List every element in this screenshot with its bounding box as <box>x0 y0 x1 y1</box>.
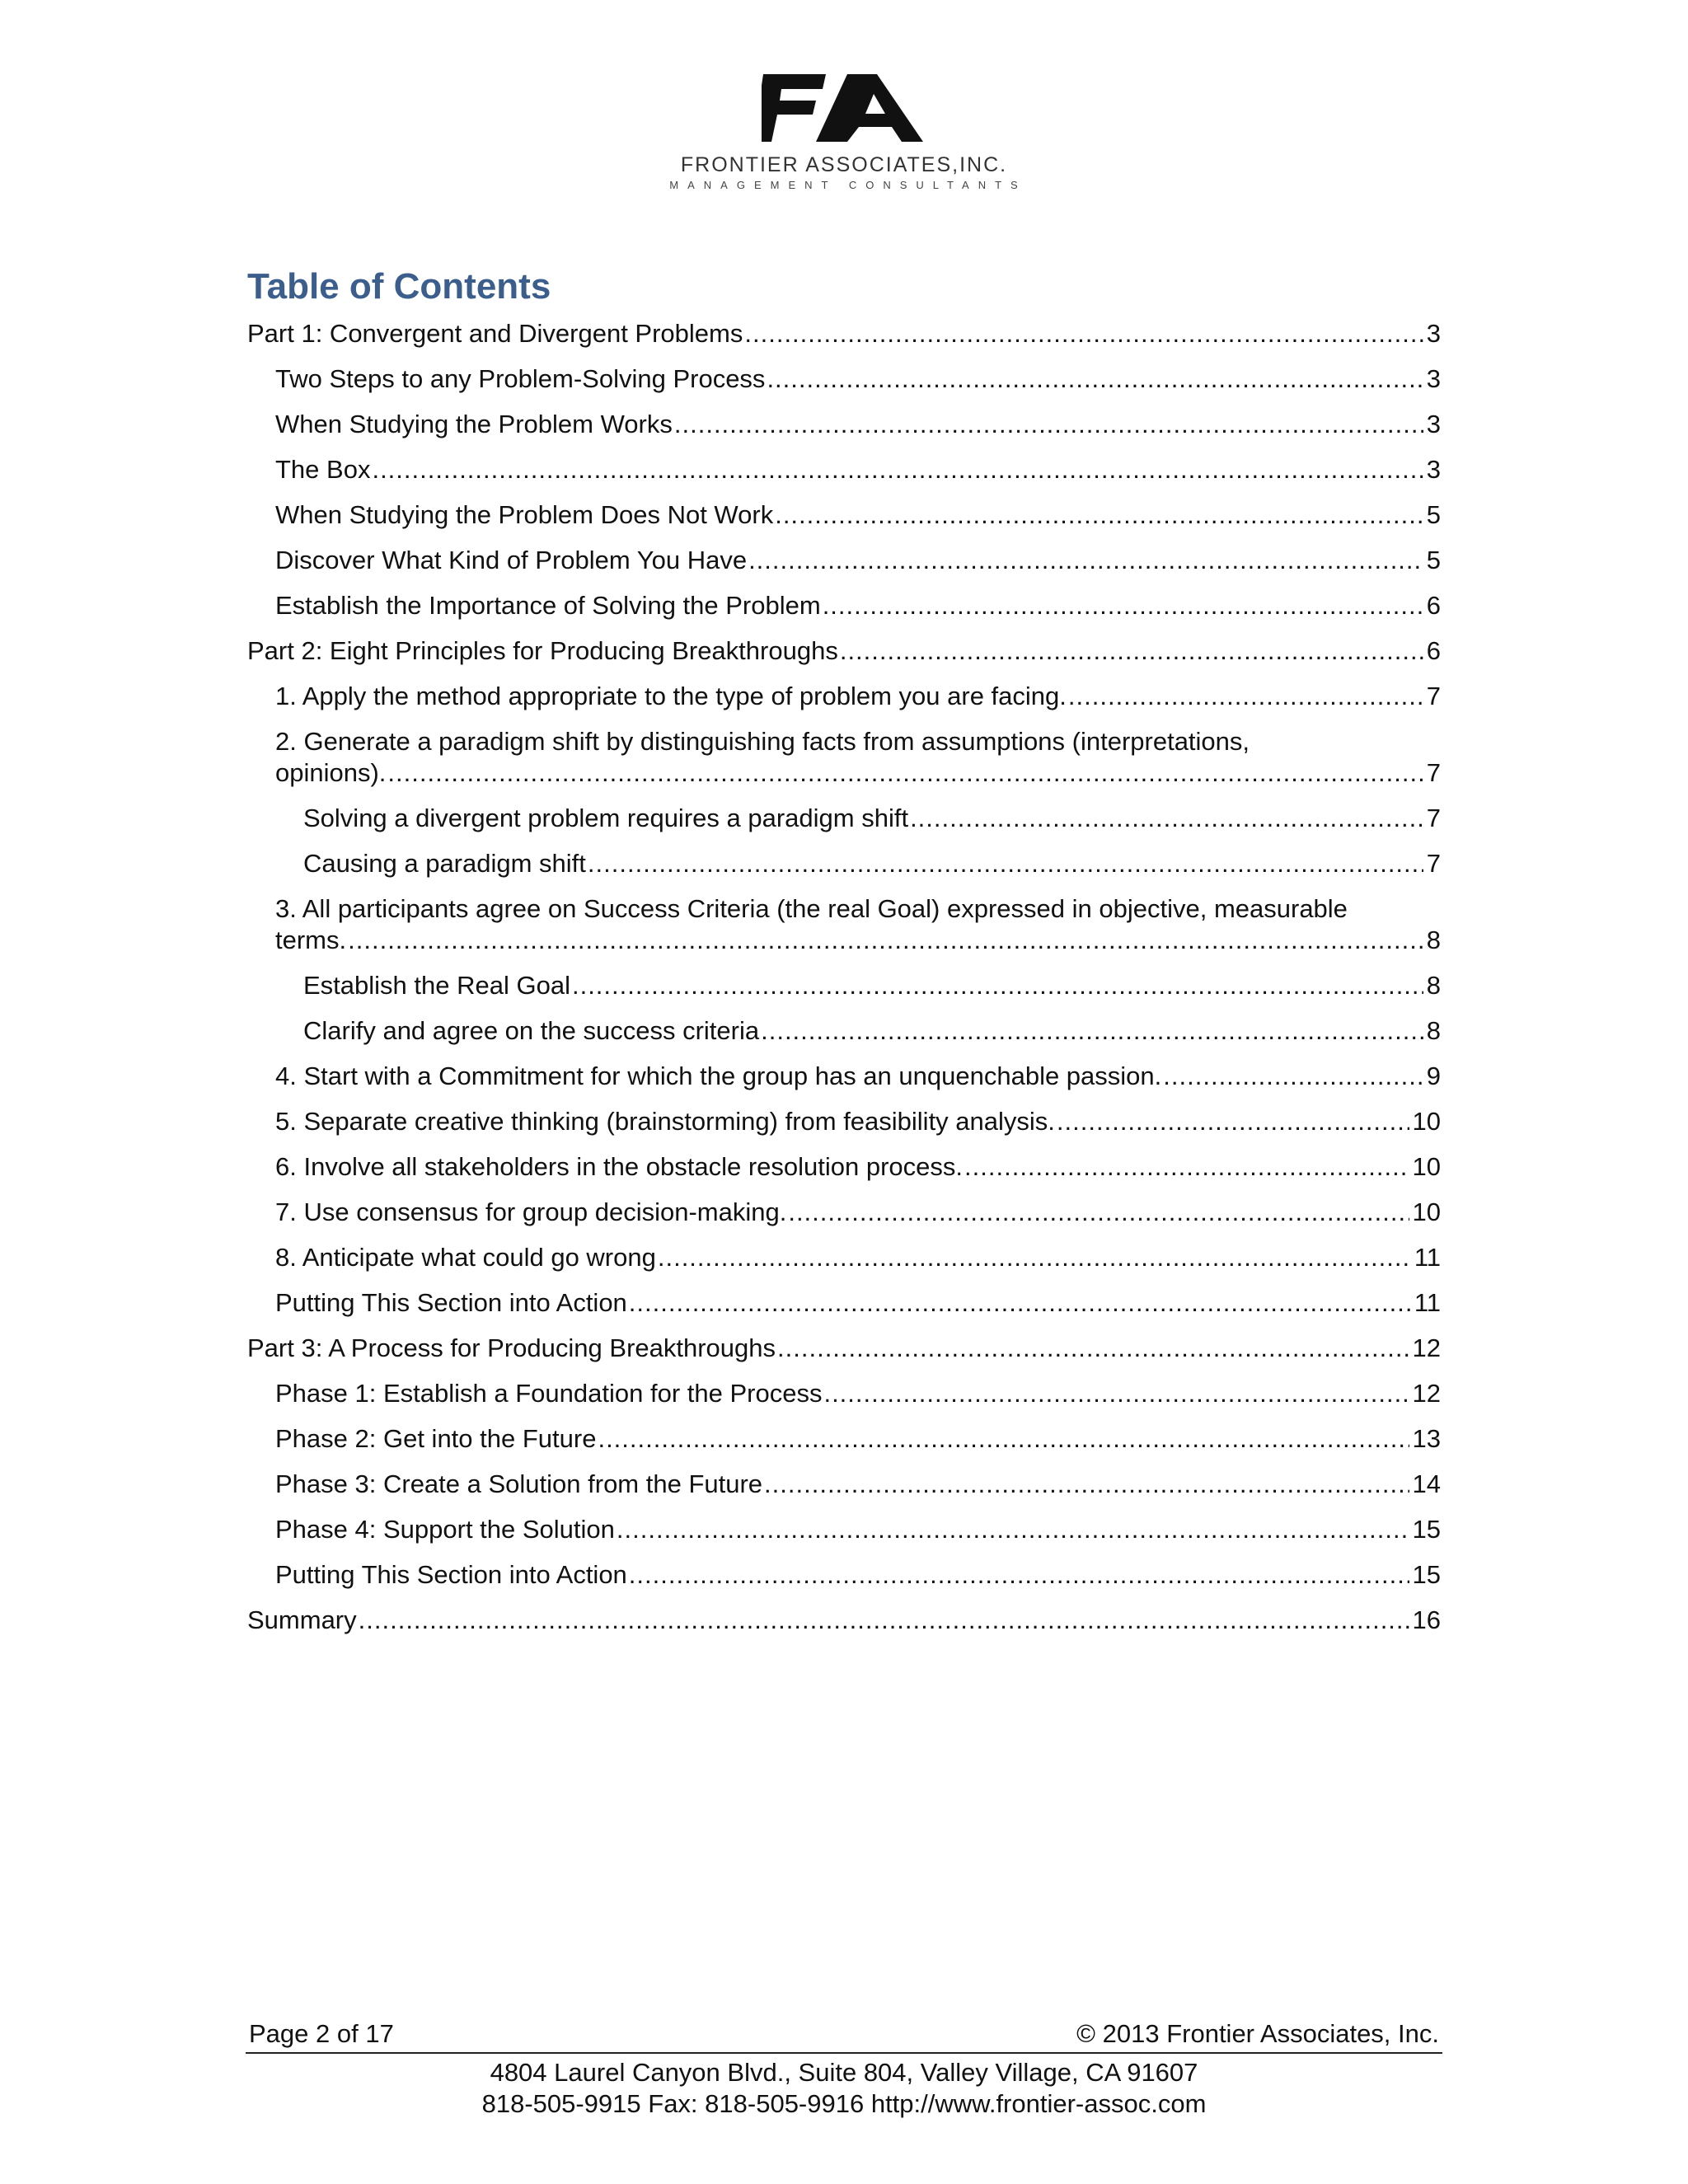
toc-entry-page: 16 <box>1412 1605 1441 1634</box>
toc-leader-dots <box>748 545 1423 576</box>
company-name: FRONTIER ASSOCIATES,INC. <box>680 153 1008 176</box>
toc-entry[interactable] <box>275 499 1441 531</box>
toc-entry-title-continued: terms. <box>275 926 347 954</box>
toc-entry[interactable] <box>275 726 1441 789</box>
toc-leader-dots <box>823 1378 1409 1409</box>
toc-entry[interactable] <box>275 893 1441 956</box>
toc-entry-title-continued: opinions). <box>275 758 387 787</box>
company-tagline: MANAGEMENT CONSULTANTS <box>669 179 1027 191</box>
toc-entry[interactable] <box>275 1287 1441 1319</box>
toc-entry-page: 11 <box>1414 1243 1441 1272</box>
toc-leader-dots <box>348 925 1423 956</box>
toc-entry-title: Putting This Section into Action <box>275 1560 627 1589</box>
toc-entry[interactable] <box>275 409 1441 440</box>
toc-entry-title: The Box <box>275 455 371 484</box>
toc-entry-title: Putting This Section into Action <box>275 1288 627 1317</box>
toc-leader-dots <box>572 970 1423 1001</box>
toc-entry-page: 8 <box>1426 1016 1441 1045</box>
toc-entry[interactable] <box>275 1061 1441 1092</box>
toc-entry-title: Phase 4: Support the Solution <box>275 1515 615 1544</box>
toc-entry-title: Two Steps to any Problem-Solving Process <box>275 364 766 393</box>
toc-entry-title: 6. Involve all stakeholders in the obstacle resolution process. <box>275 1152 964 1181</box>
copyright-notice: © 2013 Frontier Associates, Inc. <box>1076 2019 1439 2048</box>
toc-entry[interactable] <box>275 545 1441 576</box>
toc-entry-page: 7 <box>1426 758 1441 787</box>
toc-leader-dots <box>617 1514 1409 1545</box>
toc-entry[interactable] <box>275 1106 1441 1137</box>
toc-leader-dots <box>372 454 1423 485</box>
toc-entry-page: 15 <box>1412 1560 1441 1589</box>
toc-entry-title: Solving a divergent problem requires a paradigm shift <box>303 804 909 832</box>
toc-entry[interactable] <box>303 970 1441 1001</box>
toc-entry-page: 5 <box>1426 500 1441 529</box>
toc-entry[interactable] <box>275 590 1441 621</box>
toc-leader-dots <box>629 1559 1409 1591</box>
toc-entry-title: When Studying the Problem Works <box>275 410 673 438</box>
toc-entry-title: Part 1: Convergent and Divergent Problems <box>247 319 743 348</box>
toc-entry-page: 7 <box>1426 849 1441 878</box>
toc-leader-dots <box>658 1242 1411 1273</box>
toc-entry[interactable] <box>275 1514 1441 1545</box>
toc-entry-title: 5. Separate creative thinking (brainstorming) from feasibility analysis. <box>275 1107 1055 1136</box>
toc-entry-title: 3. All participants agree on Success Criteria (the real Goal) expressed in objective, measurable <box>275 894 1348 923</box>
toc-leader-dots <box>775 499 1423 531</box>
toc-entry-page: 10 <box>1412 1107 1441 1136</box>
company-contact[interactable]: 818-505-9915 Fax: 818-505-9916 http://www.frontier-assoc.com <box>481 2089 1207 2118</box>
toc-leader-dots <box>788 1197 1409 1228</box>
toc-entry[interactable] <box>275 1151 1441 1183</box>
toc-entry-page: 10 <box>1412 1152 1441 1181</box>
toc-entry[interactable] <box>275 1469 1441 1500</box>
toc-entry[interactable] <box>275 1242 1441 1273</box>
toc-entry-title: 7. Use consensus for group decision-making. <box>275 1197 787 1226</box>
toc-entry-page: 8 <box>1426 971 1441 1000</box>
toc-entry-title: Phase 2: Get into the Future <box>275 1424 597 1453</box>
table-of-contents <box>247 262 1441 1650</box>
toc-entry-title: 4. Start with a Commitment for which the group has an unquenchable passion. <box>275 1062 1162 1090</box>
toc-title: Table of Contents <box>247 266 551 307</box>
toc-entry[interactable] <box>275 1559 1441 1591</box>
toc-entry-title: Summary <box>247 1605 357 1634</box>
toc-leader-dots <box>1068 681 1423 712</box>
company-address: 4804 Laurel Canyon Blvd., Suite 804, Valley Village, CA 91607 <box>490 2058 1198 2087</box>
toc-leader-dots <box>359 1605 1409 1636</box>
toc-leader-dots <box>598 1423 1409 1455</box>
page-footer <box>246 2018 1442 2120</box>
toc-entry[interactable] <box>275 1197 1441 1228</box>
toc-entry-title: Establish the Real Goal <box>303 971 570 1000</box>
toc-entry-page: 3 <box>1426 455 1441 484</box>
toc-leader-dots <box>1163 1061 1423 1092</box>
toc-leader-dots <box>764 1469 1409 1500</box>
toc-leader-dots <box>840 635 1423 667</box>
toc-entry[interactable] <box>275 454 1441 485</box>
toc-entry-page: 3 <box>1426 364 1441 393</box>
toc-entry-page: 14 <box>1412 1469 1441 1498</box>
toc-entry-title: Part 2: Eight Principles for Producing Breakthroughs <box>247 636 838 665</box>
toc-entry-page: 8 <box>1426 926 1441 954</box>
toc-entry-page: 6 <box>1426 636 1441 665</box>
toc-leader-dots <box>767 363 1423 395</box>
toc-entry-page: 11 <box>1414 1288 1441 1317</box>
toc-entry[interactable] <box>247 318 1441 349</box>
toc-entry-page: 7 <box>1426 682 1441 710</box>
toc-leader-dots <box>588 848 1423 879</box>
toc-entry-page: 12 <box>1412 1333 1441 1362</box>
toc-leader-dots <box>674 409 1423 440</box>
company-logo <box>0 73 1688 191</box>
toc-entry[interactable] <box>275 681 1441 712</box>
toc-entry-title: Phase 1: Establish a Foundation for the Process <box>275 1379 823 1408</box>
toc-entry-page: 3 <box>1426 410 1441 438</box>
toc-leader-dots <box>761 1015 1423 1047</box>
toc-entry-title: 8. Anticipate what could go wrong <box>275 1243 656 1272</box>
page-number: Page 2 of 17 <box>249 2019 394 2048</box>
toc-entry-page: 5 <box>1426 546 1441 574</box>
toc-entry[interactable] <box>303 803 1441 834</box>
toc-entry-title: Causing a paradigm shift <box>303 849 586 878</box>
toc-entry[interactable] <box>275 363 1441 395</box>
toc-leader-dots <box>629 1287 1411 1319</box>
toc-entry-title: When Studying the Problem Does Not Work <box>275 500 774 529</box>
toc-entry-page: 10 <box>1412 1197 1441 1226</box>
toc-entry-page: 15 <box>1412 1515 1441 1544</box>
toc-entry[interactable] <box>303 1015 1441 1047</box>
toc-entry-title: 2. Generate a paradigm shift by distinguishing facts from assumptions (interpretations, <box>275 727 1250 756</box>
toc-entry[interactable] <box>275 1423 1441 1455</box>
toc-entry-title: Clarify and agree on the success criteria <box>303 1016 760 1045</box>
toc-entry-page: 12 <box>1412 1379 1441 1408</box>
toc-entry[interactable] <box>247 1333 1441 1364</box>
toc-leader-dots <box>910 803 1423 834</box>
footer-row <box>246 2018 1442 2054</box>
toc-entry[interactable] <box>275 1378 1441 1409</box>
toc-entry-title: Part 3: A Process for Producing Breakthroughs <box>247 1333 776 1362</box>
toc-leader-dots <box>744 318 1423 349</box>
toc-leader-dots <box>777 1333 1409 1364</box>
toc-entry-page: 6 <box>1426 591 1441 620</box>
toc-entry-title: 1. Apply the method appropriate to the type of problem you are facing. <box>275 682 1067 710</box>
toc-entry[interactable] <box>247 1605 1441 1636</box>
toc-entry-title: Establish the Importance of Solving the Problem <box>275 591 821 620</box>
toc-entry-page: 7 <box>1426 804 1441 832</box>
toc-leader-dots <box>1057 1106 1409 1137</box>
toc-entry-page: 3 <box>1426 319 1441 348</box>
toc-entry-page: 9 <box>1426 1062 1441 1090</box>
toc-entry[interactable] <box>247 635 1441 667</box>
toc-entry-page: 13 <box>1412 1424 1441 1453</box>
toc-entry-title: Phase 3: Create a Solution from the Future <box>275 1469 763 1498</box>
toc-leader-dots <box>823 590 1423 621</box>
fa-logo-icon <box>762 73 926 143</box>
toc-entry-title: Discover What Kind of Problem You Have <box>275 546 748 574</box>
toc-leader-dots <box>387 757 1423 789</box>
toc-entry[interactable] <box>303 848 1441 879</box>
toc-leader-dots <box>964 1151 1409 1183</box>
